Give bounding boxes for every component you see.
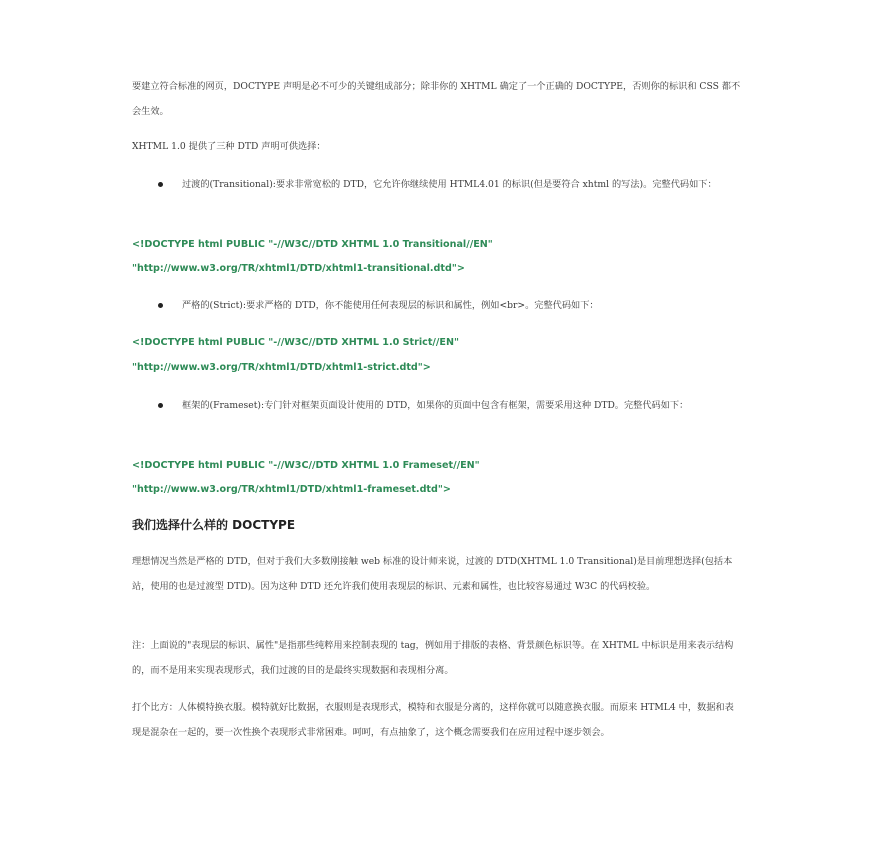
dtd-options-intro: XHTML 1.0 提供了三种 DTD 声明可供选择： [132,141,326,152]
intro-paragraph: 要建立符合标准的网页，DOCTYPE 声明是必不可少的关键组成部分；除非你的 XHTML 确定了一个正确的 DOCTYPE，否则你的标识和 CSS 都不会生效。 [132,81,741,117]
list-item-transitional: 过渡的(Transitional):要求非常宽松的 DTD，它允许你继续使用 HTML4.01 的标识(但是要符合 xhtml 的写法)。完整代码如下： [182,179,717,190]
code-transitional-line2: "http://www.w3.org/TR/xhtml1/DTD/xhtml1-transitional.dtd"> [132,263,465,274]
section-heading: 我们选择什么样的 DOCTYPE [132,518,296,532]
code-frameset-line2: "http://www.w3.org/TR/xhtml1/DTD/xhtml1-frameset.dtd"> [132,484,451,495]
list-item-strict: 严格的(Strict):要求严格的 DTD，你不能使用任何表现层的标识和属性，例如<br>。完整代码如下： [182,300,599,311]
bullet-icon [158,182,163,187]
list-item-frameset: 框架的(Frameset):专门针对框架页面设计使用的 DTD，如果你的页面中包含有框架，需要采用这种 DTD。完整代码如下： [182,400,689,411]
section-paragraph-1: 理想情况当然是严格的 DTD，但对于我们大多数刚接触 web 标准的设计师来说，过渡的 DTD(XHTML 1.0 Transitional)是目前理想选择(包括本站，使用的也是过渡型 DTD)。因为这种 DTD 还允许我们使用表现层的标识、元素和属性，也比较容易通过 W3C 的代码校验。 [132,556,733,592]
code-strict-line2: "http://www.w3.org/TR/xhtml1/DTD/xhtml1-strict.dtd"> [132,362,431,373]
code-strict-line1: <!DOCTYPE html PUBLIC "-//W3C//DTD XHTML 1.0 Strict//EN" [132,337,460,348]
section-paragraph-2: 注：上面说的"表现层的标识、属性"是指那些纯粹用来控制表现的 tag，例如用于排版的表格、背景颜色标识等。在 XHTML 中标识是用来表示结构的，而不是用来实现表现形式，我们过渡的目的是最终实现数据和表现相分离。 [132,640,734,676]
bullet-icon [158,403,163,408]
section-paragraph-3: 打个比方：人体模特换衣服。模特就好比数据，衣服则是表现形式，模特和衣服是分离的，这样你就可以随意换衣服。而原来 HTML4 中，数据和表现是混杂在一起的，要一次性换个表现形式非常困难。呵呵，有点抽象了，这个概念需要我们在应用过程中逐步领会。 [132,702,734,738]
code-transitional-line1: <!DOCTYPE html PUBLIC "-//W3C//DTD XHTML 1.0 Transitional//EN" [132,239,493,250]
code-frameset-line1: <!DOCTYPE html PUBLIC "-//W3C//DTD XHTML 1.0 Frameset//EN" [132,460,480,471]
bullet-icon [158,303,163,308]
